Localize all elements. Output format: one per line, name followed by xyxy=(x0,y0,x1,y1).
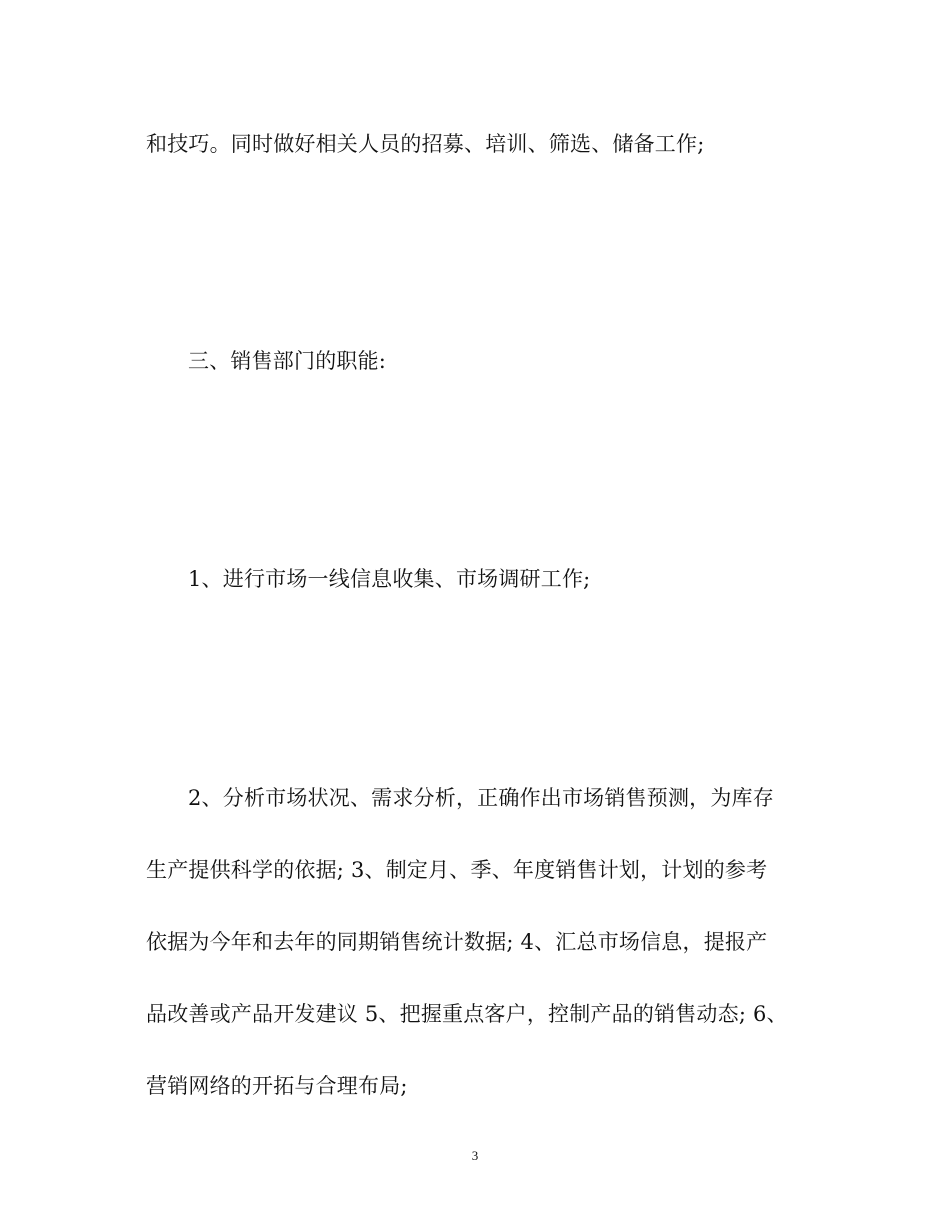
list-item-2-line-4: 品改善或产品开发建议 5、把握重点客户，控制产品的销售动态; 6、 xyxy=(146,1002,788,1026)
list-item-2-line-2: 生产提供科学的依据; 3、制定月、季、年度销售计划，计划的参考 xyxy=(146,858,768,882)
list-item-1: 1、进行市场一线信息收集、市场调研工作; xyxy=(188,567,591,591)
section-heading-sales-functions: 三、销售部门的职能: xyxy=(188,349,387,373)
paragraph-line-continuation: 和技巧。同时做好相关人员的招募、培训、筛选、储备工作; xyxy=(146,132,705,156)
page-number: 3 xyxy=(471,1148,479,1163)
list-item-2-line-5: 营销网络的开拓与合理布局; xyxy=(146,1074,408,1098)
list-item-2-line-3: 依据为今年和去年的同期销售统计数据; 4、汇总市场信息，提报产 xyxy=(146,930,768,954)
list-item-2-line-1: 2、分析市场状况、需求分析，正确作出市场销售预测，为库存 xyxy=(188,786,774,810)
